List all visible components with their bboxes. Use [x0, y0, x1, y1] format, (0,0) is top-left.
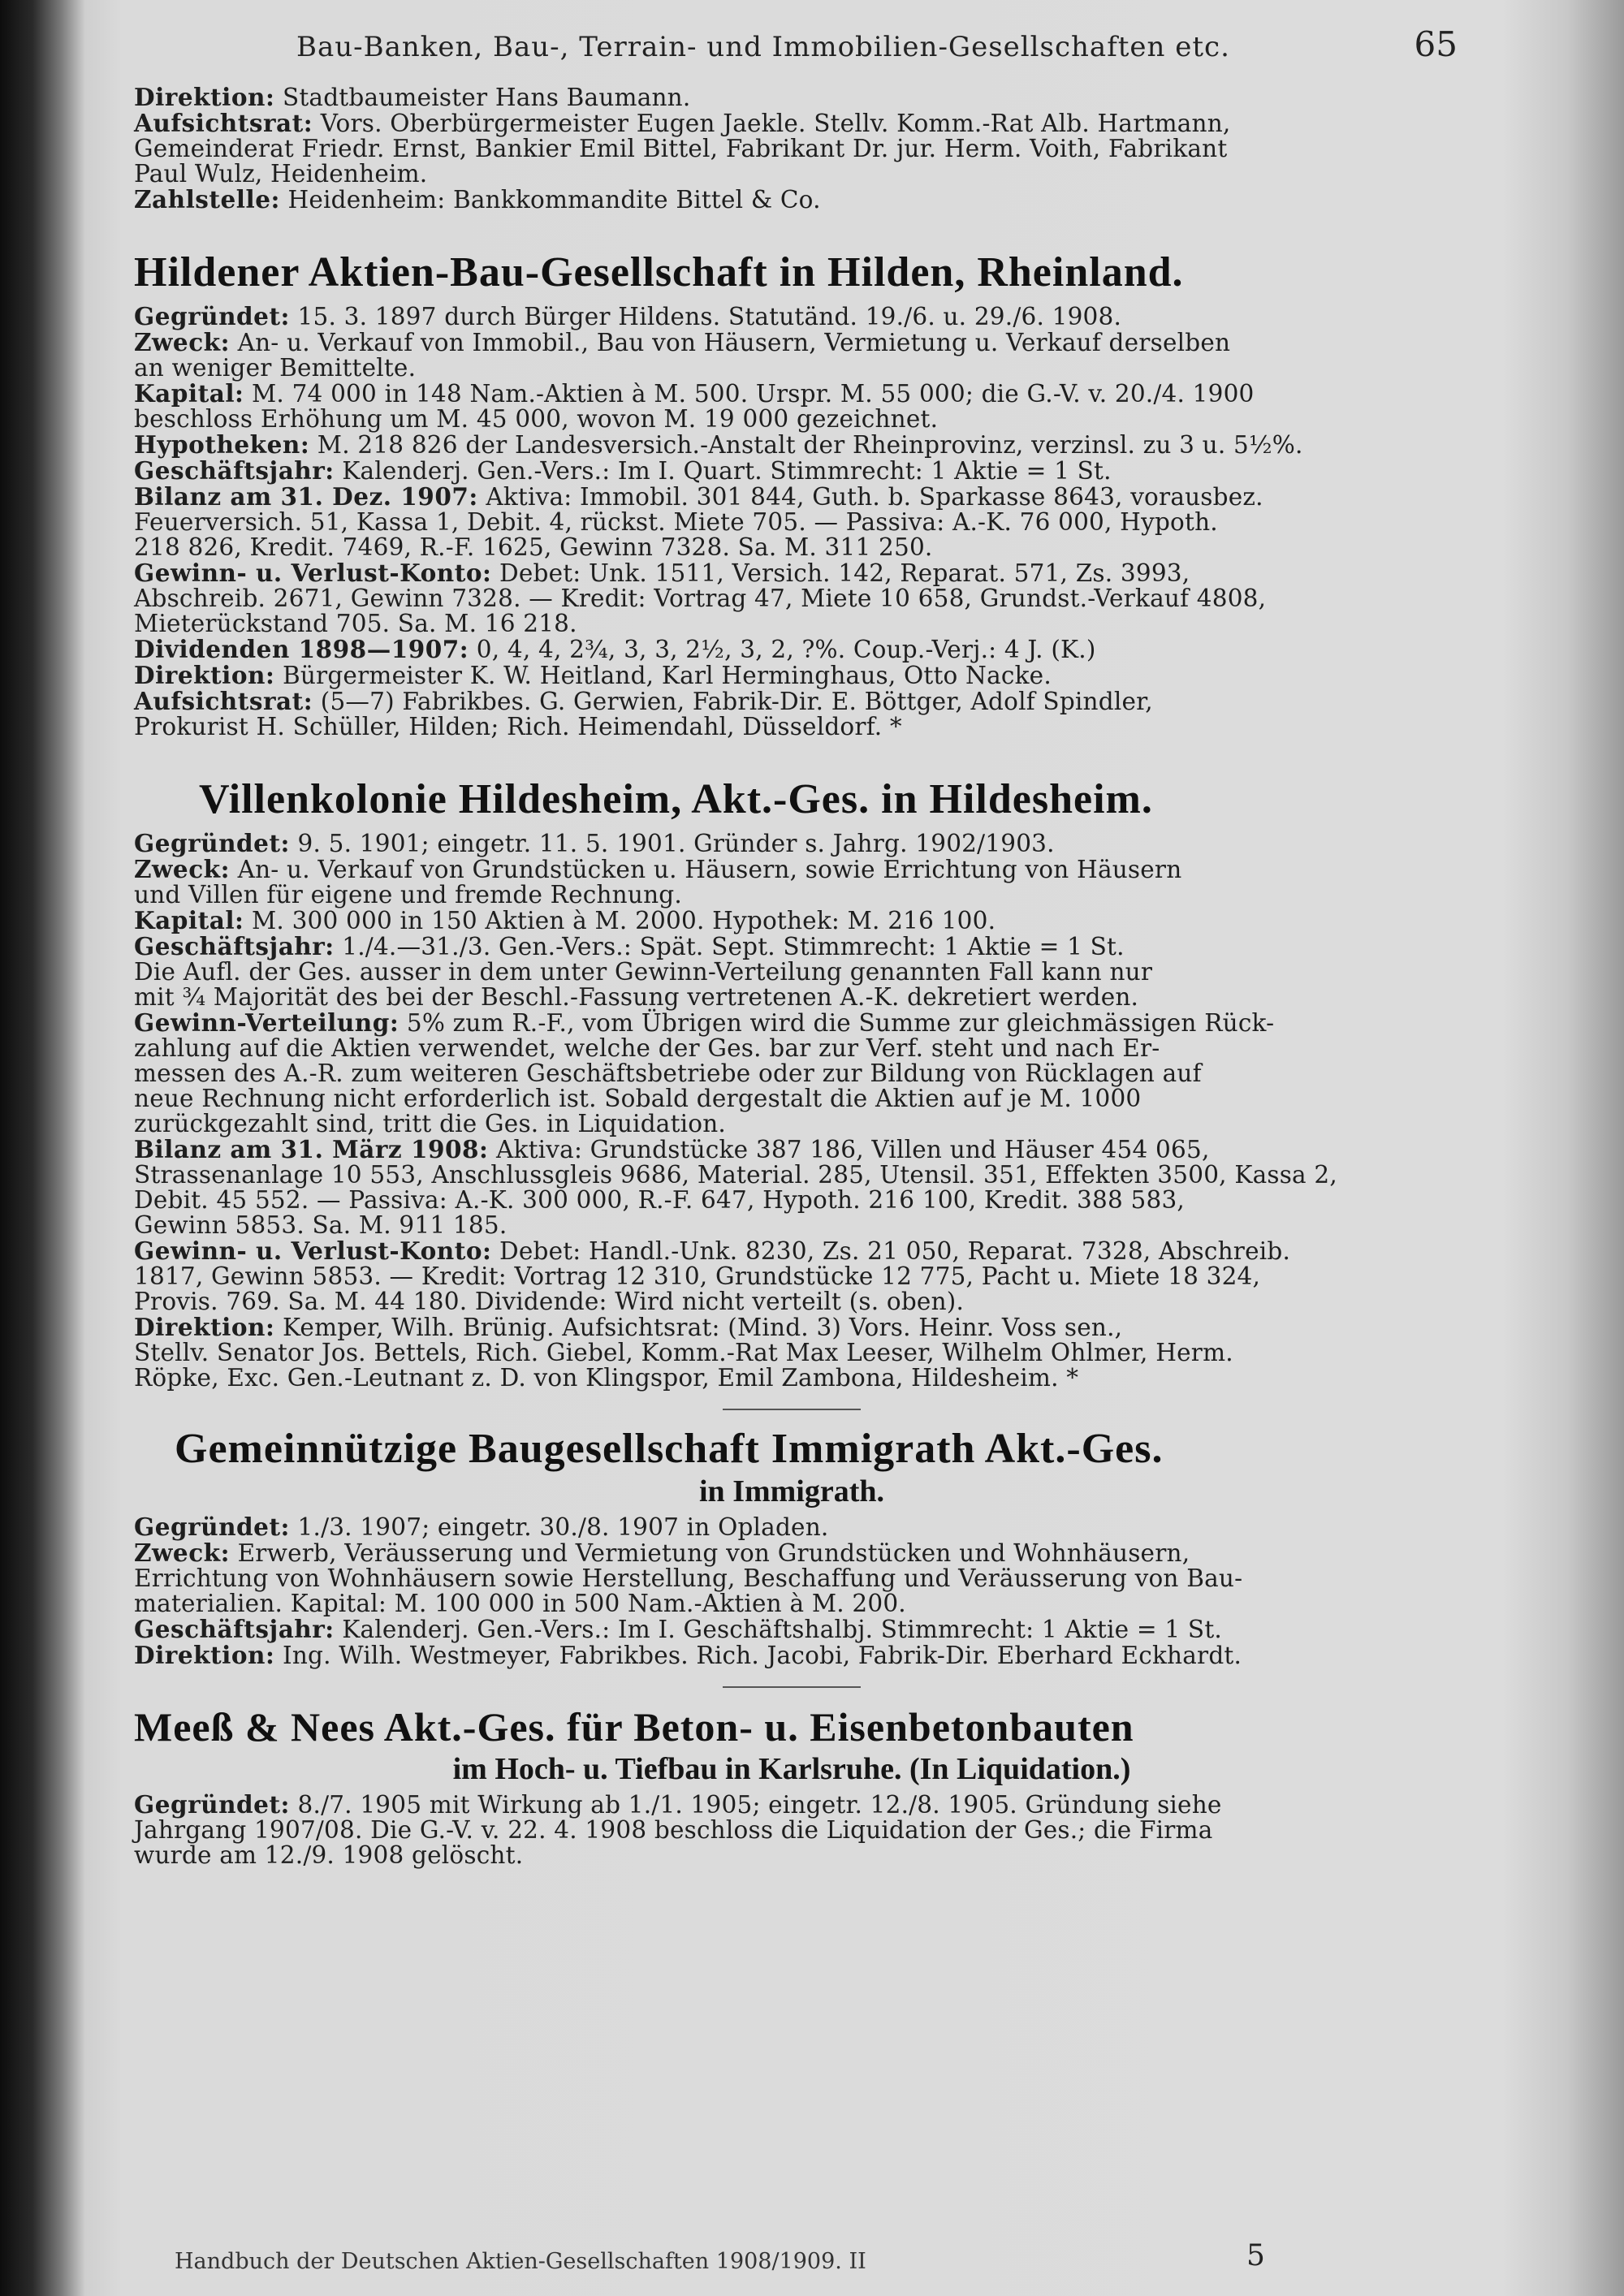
- signature-mark: 5: [1246, 2239, 1265, 2272]
- page-number: 65: [1414, 24, 1458, 64]
- text-line: zurückgezahlt sind, tritt die Ges. in Liquidation.: [134, 1110, 726, 1137]
- company-subtitle: in Immigrath.: [699, 1474, 884, 1508]
- text-line: Dividenden 1898—1907: 0, 4, 4, 2¾, 3, 3, 2½, 3, 2, ?%. Coup.-Verj.: 4 J. (K.): [134, 635, 1096, 663]
- text-line: Jahrgang 1907/08. Die G.-V. v. 22. 4. 1908 beschloss die Liquidation der Ges.; die Firma: [134, 1816, 1213, 1844]
- text-line: Strassenanlage 10 553, Anschlussgleis 9686, Material. 285, Utensil. 351, Effekten 3500, Kassa 2,: [134, 1161, 1337, 1189]
- text-line: Bilanz am 31. März 1908: Aktiva: Grundstücke 387 186, Villen und Häuser 454 065,: [134, 1135, 1210, 1163]
- text-line: Direktion: Stadtbaumeister Hans Baumann.: [134, 83, 691, 111]
- text-line: Gewinn- u. Verlust-Konto: Debet: Unk. 1511, Versich. 142, Reparat. 571, Zs. 3993,: [134, 559, 1190, 587]
- company-entry-immigrath: [134, 1425, 1449, 1668]
- text-line: beschloss Erhöhung um M. 45 000, wovon M. 19 000 gezeichnet.: [134, 405, 939, 433]
- text-line: an weniger Bemittelte.: [134, 354, 417, 382]
- text-line: Gemeinderat Friedr. Ernst, Bankier Emil Bittel, Fabrikant Dr. jur. Herm. Voith, Fabrikant: [134, 135, 1228, 162]
- page-footer: Handbuch der Deutschen Aktien-Gesellschaften 1908/1909. II: [175, 2249, 866, 2274]
- company-subtitle: im Hoch- u. Tiefbau in Karlsruhe. (In Liquidation.): [452, 1752, 1131, 1786]
- text-line: Gewinn- u. Verlust-Konto: Debet: Handl.-Unk. 8230, Zs. 21 050, Reparat. 7328, Abschreib.: [134, 1236, 1291, 1265]
- text-line: Prokurist H. Schüller, Hilden; Rich. Heimendahl, Düsseldorf. *: [134, 713, 902, 740]
- company-title: Gemeinnützige Baugesellschaft Immigrath Akt.-Ges.: [175, 1426, 1164, 1472]
- text-line: Mieterückstand 705. Sa. M. 16 218.: [134, 610, 577, 637]
- text-line: Zweck: An- u. Verkauf von Grundstücken u. Häusern, sowie Errichtung von Häusern: [134, 855, 1182, 883]
- text-line: Direktion: Ing. Wilh. Westmeyer, Fabrikbes. Rich. Jacobi, Fabrik-Dir. Eberhard Eckhardt.: [134, 1641, 1242, 1669]
- running-head: Bau-Banken, Bau-, Terrain- und Immobilien-Gesellschaften etc.: [296, 31, 1230, 63]
- text-line: Provis. 769. Sa. M. 44 180. Dividende: Wird nicht verteilt (s. oben).: [134, 1288, 965, 1315]
- text-line: und Villen für eigene und fremde Rechnung.: [134, 881, 682, 908]
- company-entry-meess-nees: [134, 1703, 1449, 1868]
- text-line: Gewinn 5853. Sa. M. 911 185.: [134, 1211, 508, 1239]
- text-line: Gegründet: 8./7. 1905 mit Wirkung ab 1./1. 1905; eingetr. 12./8. 1905. Gründung siehe: [134, 1790, 1222, 1819]
- continued-entry: [134, 84, 1449, 213]
- text-line: Abschreib. 2671, Gewinn 7328. — Kredit: Vortrag 47, Miete 10 658, Grundst.-Verkauf 4808,: [134, 585, 1267, 612]
- text-line: mit ¾ Majorität des bei der Beschl.-Fassung vertretenen A.-K. dekretiert werden.: [134, 983, 1139, 1011]
- text-line: Gegründet: 9. 5. 1901; eingetr. 11. 5. 1901. Gründer s. Jahrg. 1902/1903.: [134, 829, 1055, 857]
- text-line: Röpke, Exc. Gen.-Leutnant z. D. von Klingspor, Emil Zambona, Hildesheim. *: [134, 1364, 1079, 1392]
- text-line: Geschäftsjahr: Kalenderj. Gen.-Vers.: Im I. Quart. Stimmrecht: 1 Aktie = 1 St.: [134, 456, 1112, 485]
- text-line: Stellv. Senator Jos. Bettels, Rich. Giebel, Komm.-Rat Max Leeser, Wilhelm Ohlmer, Herm.: [134, 1339, 1233, 1366]
- company-title: Hildener Aktien-Bau-Gesellschaft in Hilden, Rheinland.: [134, 249, 1184, 296]
- company-title: Meeß & Nees Akt.-Ges. für Beton- u. Eisenbetonbauten: [134, 1704, 1134, 1750]
- text-line: 1817, Gewinn 5853. — Kredit: Vortrag 12 310, Grundstücke 12 775, Pacht u. Miete 18 324,: [134, 1262, 1261, 1290]
- text-line: Hypotheken: M. 218 826 der Landesversich.-Anstalt der Rheinprovinz, verzinsl. zu 3 u. 5½%.: [134, 430, 1303, 459]
- text-line: Aufsichtsrat: (5—7) Fabrikbes. G. Gerwien, Fabrik-Dir. E. Böttger, Adolf Spindler,: [134, 687, 1153, 715]
- text-line: Zweck: An- u. Verkauf von Immobil., Bau von Häusern, Vermietung u. Verkauf derselben: [134, 328, 1231, 356]
- text-line: Zweck: Erwerb, Veräusserung und Vermietung von Grundstücken und Wohnhäusern,: [134, 1539, 1190, 1567]
- company-title: Villenkolonie Hildesheim, Akt.-Ges. in Hildesheim.: [199, 776, 1153, 822]
- text-line: 218 826, Kredit. 7469, R.-F. 1625, Gewinn 7328. Sa. M. 311 250.: [134, 533, 933, 561]
- text-line: Geschäftsjahr: 1./4.—31./3. Gen.-Vers.: Spät. Sept. Stimmrecht: 1 Aktie = 1 St.: [134, 932, 1125, 960]
- text-line: Errichtung von Wohnhäusern sowie Herstellung, Beschaffung und Veräusserung von Bau-: [134, 1564, 1243, 1592]
- text-line: messen des A.-R. zum weiteren Geschäftsbetriebe oder zur Bildung von Rücklagen auf: [134, 1060, 1202, 1087]
- text-line: wurde am 12./9. 1908 gelöscht.: [134, 1841, 524, 1869]
- text-line: zahlung auf die Aktien verwendet, welche der Ges. bar zur Verf. steht und nach Er-: [134, 1034, 1160, 1062]
- text-line: Direktion: Kemper, Wilh. Brünig. Aufsichtsrat: (Mind. 3) Vors. Heinr. Voss sen.,: [134, 1313, 1123, 1341]
- text-line: Paul Wulz, Heidenheim.: [134, 160, 428, 188]
- company-entry-hildesheim: [134, 775, 1449, 1391]
- section-divider: [723, 1409, 861, 1410]
- text-line: Debit. 45 552. — Passiva: A.-K. 300 000, R.-F. 647, Hypoth. 216 100, Kredit. 388 583,: [134, 1186, 1185, 1214]
- text-line: materialien. Kapital: M. 100 000 in 500 Nam.-Aktien à M. 200.: [134, 1590, 906, 1617]
- text-line: Gegründet: 15. 3. 1897 durch Bürger Hildens. Statutänd. 19./6. u. 29./6. 1908.: [134, 302, 1122, 330]
- text-line: Direktion: Bürgermeister K. W. Heitland, Karl Herminghaus, Otto Nacke.: [134, 661, 1052, 689]
- text-line: Geschäftsjahr: Kalenderj. Gen.-Vers.: Im I. Geschäftshalbj. Stimmrecht: 1 Aktie = 1 St.: [134, 1615, 1222, 1643]
- company-entry-hilden: [134, 248, 1449, 740]
- text-line: Aufsichtsrat: Vors. Oberbürgermeister Eugen Jaekle. Stellv. Komm.-Rat Alb. Hartmann,: [134, 109, 1231, 137]
- text-line: Zahlstelle: Heidenheim: Bankkommandite Bittel & Co.: [134, 185, 821, 214]
- text-line: Gewinn-Verteilung: 5% zum R.-F., vom Übrigen wird die Summe zur gleichmässigen Rück-: [134, 1008, 1275, 1037]
- text-line: neue Rechnung nicht erforderlich ist. Sobald dergestalt die Aktien auf je M. 1000: [134, 1085, 1142, 1112]
- section-divider: [723, 1686, 861, 1688]
- document-page: [134, 24, 1458, 2281]
- text-line: Gegründet: 1./3. 1907; eingetr. 30./8. 1907 in Opladen.: [134, 1513, 829, 1541]
- text-line: Kapital: M. 300 000 in 150 Aktien à M. 2000. Hypothek: M. 216 100.: [134, 906, 996, 934]
- text-line: Bilanz am 31. Dez. 1907: Aktiva: Immobil. 301 844, Guth. b. Sparkasse 8643, vorausbez.: [134, 482, 1263, 511]
- page-header: [134, 24, 1458, 81]
- text-line: Kapital: M. 74 000 in 148 Nam.-Aktien à M. 500. Urspr. M. 55 000; die G.-V. v. 20./4. 1900: [134, 379, 1255, 408]
- text-line: Die Aufl. der Ges. ausser in dem unter Gewinn-Verteilung genannten Fall kann nur: [134, 958, 1153, 986]
- text-line: Feuerversich. 51, Kassa 1, Debit. 4, rückst. Miete 705. — Passiva: A.-K. 76 000, Hypoth.: [134, 508, 1218, 536]
